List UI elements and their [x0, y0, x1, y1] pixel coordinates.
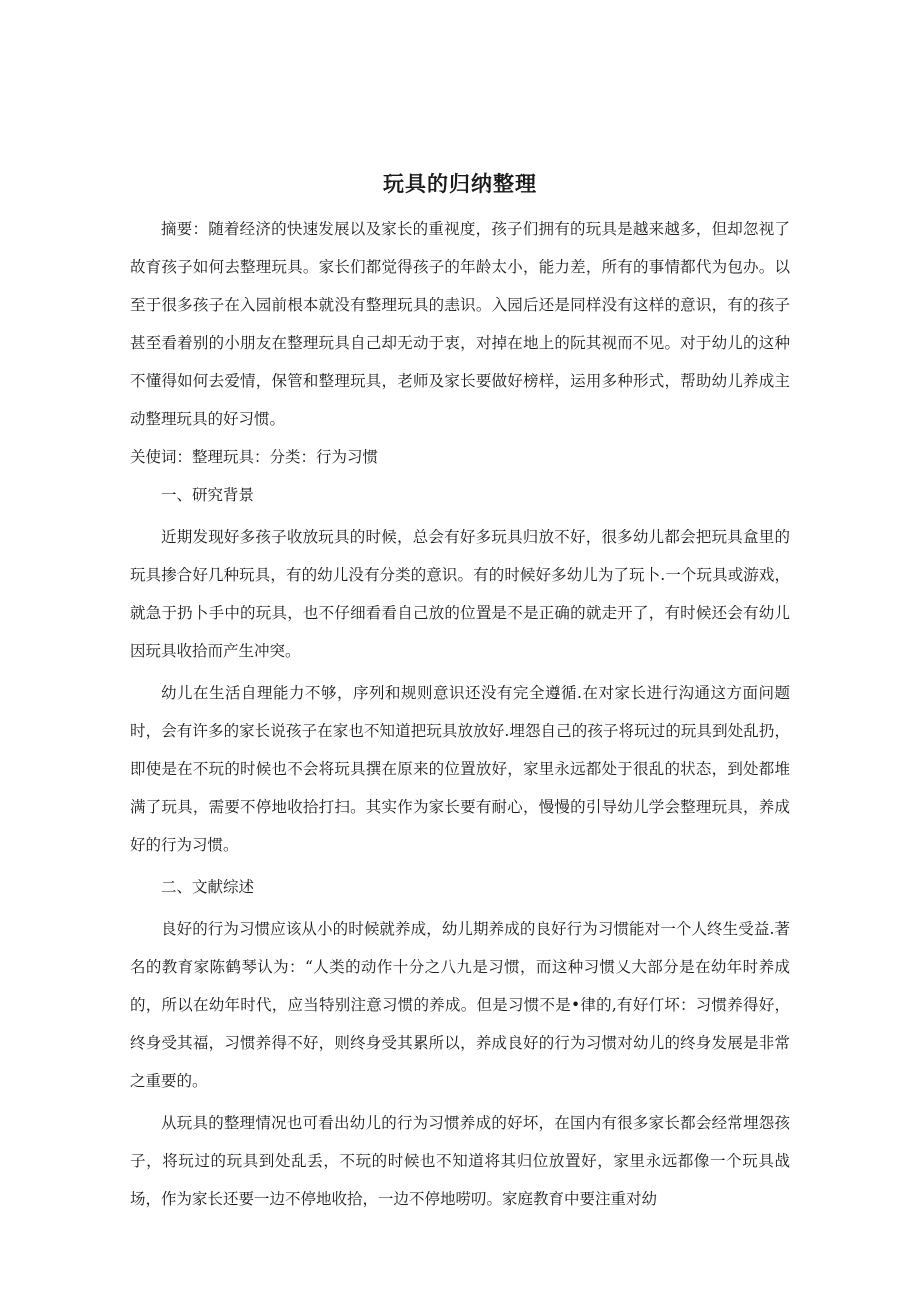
- background-paragraph-2: 幼儿在生活自理能力不够，序列和规则意识还没有完全遵循.在对家长进行沟通这方面问题时，会有许多的家长说孩子在家也不知道把玩具放放好.埋怨自己的孩子将玩过的玩具到处乱扔，即使是在不玩的时候也不会将玩具撰在原来的位置放好，家里永远都处于很乱的状态，到处都堆满了玩具，需要不停地收拾打扫。其实作为家长要有耐心，慢慢的引导幼儿学会整理玩具，养成好的行为习惯。: [130, 684, 790, 854]
- abstract-paragraph: 摘要：随着经济的快速发展以及家长的重视度，孩子们拥有的玩具是越来越多，但却忽视了故育孩子如何去整理玩具。家长们都觉得孩子的年龄太小，能力差，所有的事情都代为包办。以至于很多孩子在入园前根本就没有整理玩具的恚识。入园后还是同样没有这样的意识，有的孩子甚至看着别的小朋友在整理玩具自己却无动于衷，对掉在地上的阮其视而不见。对于幼儿的这种不懂得如何去爱情，保管和整理玩具，老师及家长要做好榜样，运用多种形式，帮助幼儿养成主动整理玩具的好习惯。: [130, 220, 790, 428]
- keywords-line: 关使词：整理玩具：分类：行为习惯: [130, 448, 379, 466]
- document-title: 玩具的归纳整理: [383, 172, 537, 196]
- literature-paragraph-2: 从玩具的整理情况也可看出幼儿的行为习惯养成的好坏，在国内有很多家长都会经常埋怨孩子，将玩过的玩具到处乱丢，不玩的时候也不知道将其归位放置好，家里永远都像一个玩具战场，作为家长还要一边不停地收拾，一边不停地唠叨。家庭教育中要注重对幼: [130, 1114, 790, 1208]
- literature-paragraph-1: 良好的行为习惯应该从小的时候就养成，幼儿期养成的良好行为习惯能对一个人终生受益.著名的教育家陈鹤琴认为：“人类的动作十分之八九是习惯，而这种习惯乂大部分是在幼年时养成的，所以在幼年时代，应当特别注意习惯的养成。但是习惯不是•律的,有好仃坏：习惯养得好，终身受其福，习惯养得不好，则终身受其累所以，养成良好的行为习惯对幼儿的终身发展是非常之重要的。: [130, 920, 790, 1090]
- background-paragraph-1: 近期发现好多孩子收放玩具的时候，总会有好多玩具归放不好，很多幼儿都会把玩具盒里的玩具掺合好几种玩具，有的幼儿没有分类的意识。有的时候好多幼儿为了玩卜.一个玩具或游戏，就急于扔卜手中的玩具，也不仔细看看自己放的位置是不是正确的就走开了，有时候还会有幼儿因玩具收拾而产生冲突。: [130, 528, 790, 660]
- document-page: [130, 168, 790, 1218]
- section-heading-background: 一、研究背景: [161, 486, 255, 504]
- section-heading-literature: 二、文献综述: [161, 878, 255, 896]
